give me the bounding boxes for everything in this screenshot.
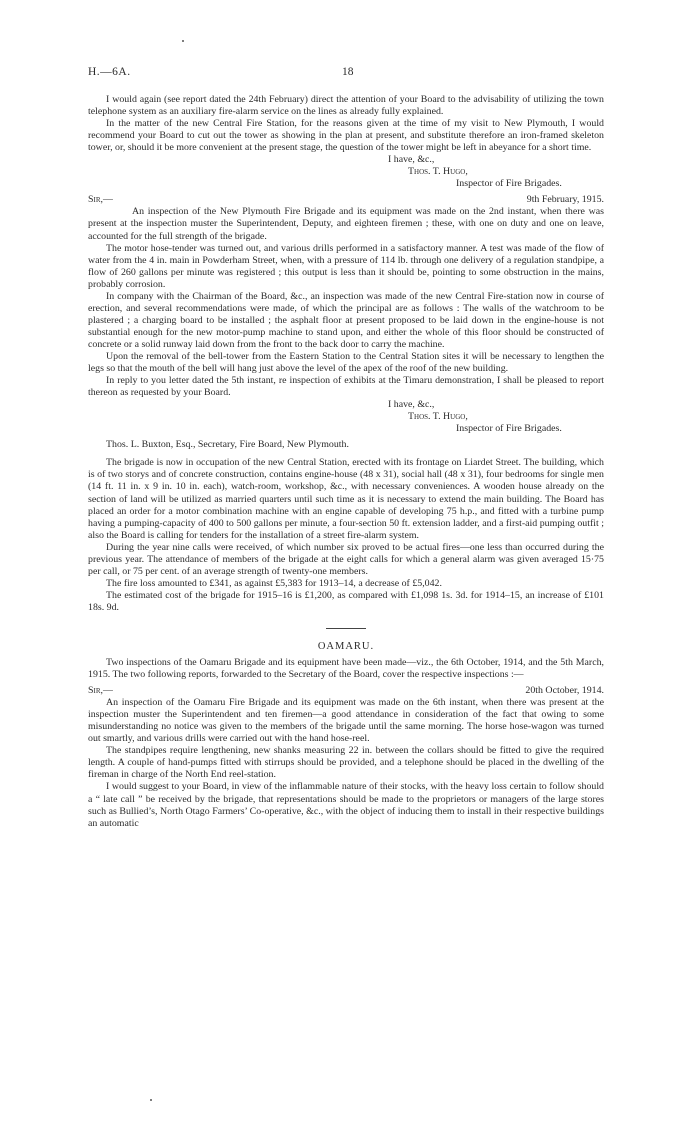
paragraph: Upon the removal of the bell-tower from the Eastern Station to the Central Station sites it will be necessary to lengthen the legs so that the mouth of the bell will hang just above the level of the apex of the roof of the new building.: [88, 350, 604, 375]
scan-speck: [150, 1099, 152, 1101]
letter-date: 9th February, 1915.: [526, 194, 604, 206]
letter-heading: [88, 685, 604, 697]
signature: Thos. T. Hugo,: [408, 411, 468, 423]
section-heading: OAMARU.: [317, 640, 375, 652]
paragraph: An inspection of the New Plymouth Fire Brigade and its equipment was made on the 2nd instant, when there was present at the inspection muster the Superintendent, Deputy, and eighteen firemen ; these, with one on duty and one on leave, accounted for the full strength of the brigade.: [88, 206, 604, 242]
letter-heading: [88, 194, 604, 206]
signatory-title: Inspector of Fire Brigades.: [456, 178, 562, 190]
salutation: Sir,—: [88, 194, 113, 206]
paragraph: The estimated cost of the brigade for 1915–16 is £1,200, as compared with £1,098 1s. 3d. for 1914–15, an increase of £101 18s. 9d.: [88, 589, 604, 613]
document-reference: H.—6A.: [88, 66, 131, 78]
closing: I have, &c.,: [388, 399, 435, 411]
letter-date: 20th October, 1914.: [525, 685, 604, 697]
page-body: [88, 94, 604, 830]
section-divider: [326, 628, 366, 629]
paragraph: An inspection of the Oamaru Fire Brigade and its equipment was made on the 6th instant, when there was present at the inspection muster the Superintendent and ten firemen—a good attendance in consideration of the fact that owing to some misunderstanding no notice was given to the members of the brigade until the same morning. The horse hose-wagon was turned out smartly, and various drills were carried out with the hand hose-reel.: [88, 697, 604, 745]
paragraph: In the matter of the new Central Fire Station, for the reasons given at the time of my visit to New Plymouth, I would recommend your Board to cut out the tower as showing in the plan at present, and substitute therefore an iron-framed skeleton tower, or, should it be more convenient at the present stage, the question of the tower might be left in abeyance for a short time.: [88, 118, 604, 154]
paragraph: The fire loss amounted to £341, as against £5,383 for 1913–14, a decrease of £5,042.: [106, 577, 442, 589]
paragraph: In company with the Chairman of the Board, &c., an inspection was made of the new Central Fire-station now in course of erection, and several recommendations were made, of which the principal are as follows : The walls of the watchroom to be plastered ; a charging board to be installed ; the asphalt floor at present proposed to be laid down in the engine-house is not substantial enough for the new motor-pump machine to stand upon, and either the whole of this floor should be constructed of concrete or a solid runway laid down from the front to the back door to carry the machine.: [88, 290, 604, 350]
salutation: Sir,—: [88, 685, 113, 697]
signatory-title: Inspector of Fire Brigades.: [456, 423, 562, 435]
paragraph: The motor hose-tender was turned out, and various drills performed in a satisfactory manner. A test was made of the flow of water from the 4 in. main in Powderham Street, when, with a pressure of 114 lb. through one delivery of a regulation standpipe, a flow of 260 gallons per minute was registered ; this output is less than it should be, pointing to some obstruction in the mains, probably corrosion.: [88, 242, 604, 290]
paragraph: During the year nine calls were received, of which number six proved to be actual fires—one less than occurred during the previous year. The attendance of members of the brigade at the eight calls for which a general alarm was given averaged 15·75 per call, or 75 per cent. of an average strength of twenty-one members.: [88, 541, 604, 577]
paragraph: The standpipes require lengthening, new shanks measuring 22 in. between the collars should be fitted to give the required length. A couple of hand-pumps fitted with stirrups should be provided, and a telephone should be placed in the dwelling of the fireman in charge of the North End reel-station.: [88, 745, 604, 781]
signature: Thos. T. Hugo,: [408, 166, 468, 178]
paragraph: The brigade is now in occupation of the new Central Station, erected with its frontage on Liardet Street. The building, which is of two storys and of concrete construction, contains engine-house (48 x 31), social hall (48 x 31), four bedrooms for single men (14 ft. 11 in. x 9 in. 10 in. each), watch-room, workshop, &c., with necessary conveniences. A wooden house already on the section of land will be utilized as married quarters until such time as it is necessary to extend the main building. The Board has placed an order for a motor combination machine with an engine capable of developing 75 h.p., and fitted with a turbine pump having a pumping-capacity of 400 to 500 gallons per minute, a four-section 50 ft. extension ladder, and a first-aid pumping outfit ; also the Board is calling for tenders for the installation of a street fire-alarm system.: [88, 457, 604, 541]
paragraph: I would again (see report dated the 24th February) direct the attention of your Board to the advisability of utilizing the town telephone system as an auxiliary fire-alarm service on the lines as already fully explained.: [88, 94, 604, 118]
paragraph: Two inspections of the Oamaru Brigade and its equipment have been made—viz., the 6th October, 1914, and the 5th March, 1915. The two following reports, forwarded to the Secretary of the Board, cover the respective inspections :—: [88, 657, 604, 681]
paragraph: In reply to you letter dated the 5th instant, re inspection of exhibits at the Timaru demonstration, I shall be pleased to report thereon as requested by your Board.: [88, 375, 604, 399]
page-number: 18: [342, 66, 354, 78]
scan-speck: [182, 40, 184, 42]
closing: I have, &c.,: [388, 154, 435, 166]
addressee: Thos. L. Buxton, Esq., Secretary, Fire Board, New Plymouth.: [106, 439, 349, 451]
page-header: [88, 66, 604, 80]
paragraph: I would suggest to your Board, in view of the inflammable nature of their stocks, with the heavy loss certain to follow should a “ late call ” be received by the brigade, that representations should be made to the proprietors or managers of the large stores such as Bullied’s, North Otago Farmers’ Co-operative, &c., with the object of inducing them to install in their respective buildings an automatic: [88, 781, 604, 829]
